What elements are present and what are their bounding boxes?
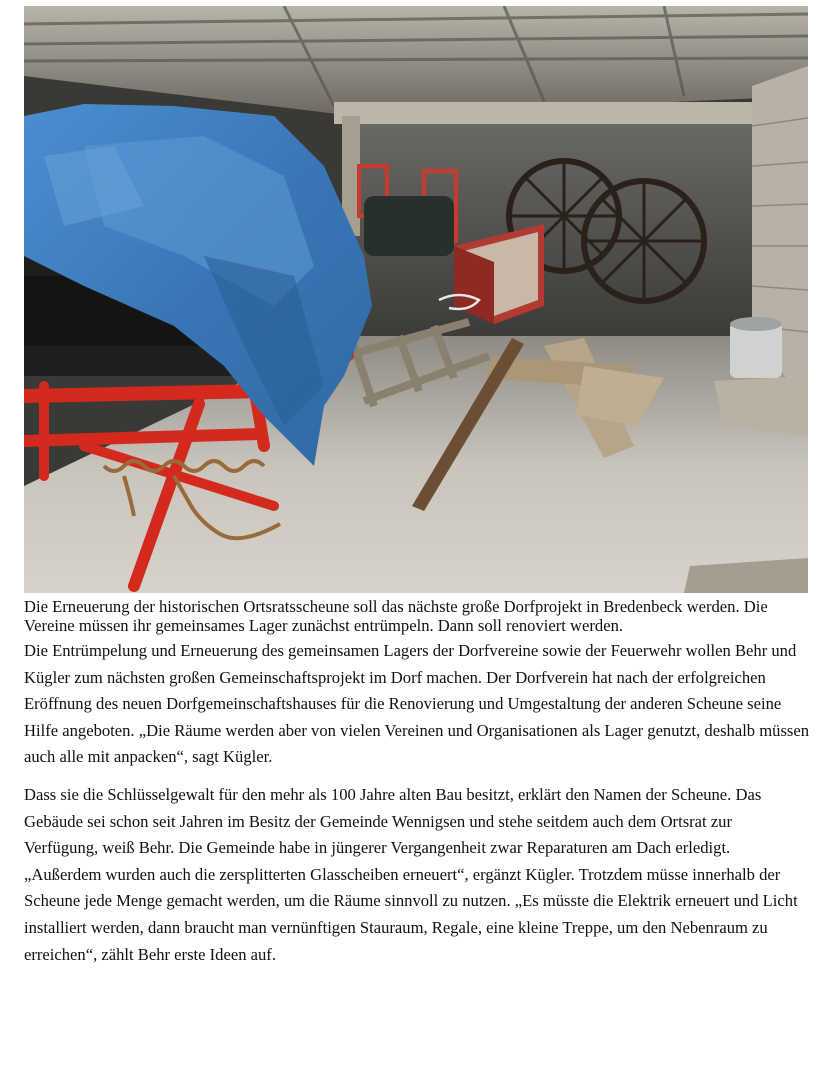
paint-bucket (730, 317, 782, 378)
article (24, 6, 814, 979)
article-body (24, 638, 810, 968)
paragraph-2: Dass sie die Schlüsselgewalt für den mehr als 100 Jahre alten Bau besitzt, erklärt den Namen der Scheune. Das Gebäude sei schon seit Jahren im Besitz der Gemeinde Wennigsen und stehe seitdem auch dem Ortsrat zur Verfügung, weiß Behr. Die Gemeinde habe in jüngerer Vergangenheit zwar Reparaturen am Dach erledigt. „Außerdem wurden auch die zersplitterten Glasscheiben erneuert“, ergänzt Kügler. Trotzdem müsse innerhalb der Scheune jede Menge gemacht werden, um die Räume sinnvoll zu nutzen. „Es müsste die Elektrik erneuert und Licht installiert werden, dann braucht man vernünftigen Stauraum, Regale, eine kleine Treppe, um den Nebenraum zu erreichen“, zählt Behr erste Ideen auf. (24, 784, 798, 964)
wooden-beam (334, 102, 774, 124)
paragraph-1: Die Entrümpelung und Erneuerung des gemeinsamen Lagers der Dorfvereine sowie der Feuerwehr wollen Behr und Kügler zum nächsten großen Gemeinschaftsprojekt im Dorf machen. Der Dorfverein hat nach der erfolgreichen Eröffnung des neuen Dorfgemeinschaftshauses für die Renovierung und Umgestaltung der anderen Scheune seine Hilfe angeboten. „Die Räume werden aber von vielen Vereinen und Organisationen als Lager genutzt, deshalb müssen auch alle mit anpacken“, sagt Kügler. (24, 641, 810, 767)
barn-interior-photo-icon (24, 6, 808, 593)
photo-caption: Die Erneuerung der historischen Ortsratsscheune soll das nächste große Dorfprojekt in Bredenbeck werden. Die Vereine müssen ihr gemeinsames Lager zunächst entrümpeln. Dann soll renoviert werden. (24, 597, 768, 635)
article-photo (24, 6, 808, 593)
